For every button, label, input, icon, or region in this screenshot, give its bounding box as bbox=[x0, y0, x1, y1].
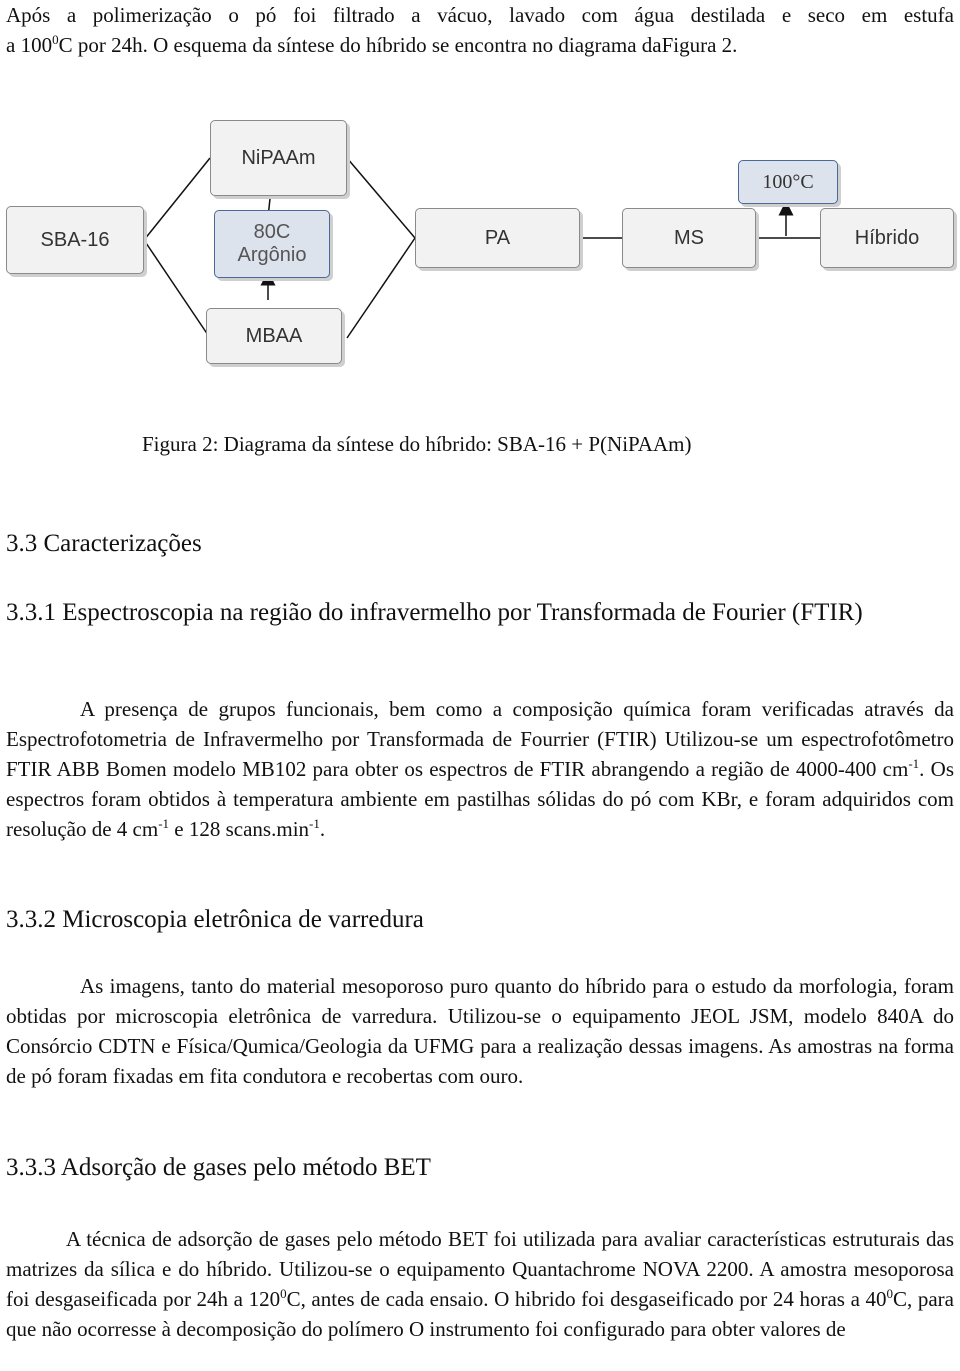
section-heading-3-3-2: 3.3.2 Microscopia eletrônica de varredura bbox=[6, 906, 424, 933]
intro-line-2: a $100^0C$ por 24h. O esquema da síntese do híbrido se encontra no diagrama daFigura 2. bbox=[6, 32, 738, 57]
pa-box: PA bbox=[415, 208, 580, 268]
sba16-box: SBA-16 bbox=[6, 206, 144, 274]
nipaam-box: NiPAAm bbox=[210, 120, 347, 196]
bet-paragraph: A técnica de adsorção de gases pelo método BET foi utilizada para avaliar características estruturais das matrizes da sílica e do híbrido. Utilizou-se o equipamento Quantachrome NOVA 2200. A amostra mesoporosa foi desgaseificada por 24h a $120^0C$, antes de cada ensaio. O hibrido foi desgaseificado por 24 horas a $40^0C$, para que não ocorresse à decomposição do polímero O instrumento foi configurado para obter valores de bbox=[6, 1227, 954, 1341]
ftir-paragraph: A presença de grupos funcionais, bem como a composição química foram verificadas através da Espectrofotometria de Infravermelho por Transformada de Fourrier (FTIR) Utilizou-se um espectrofotômetro FTIR ABB Bomen modelo MB102 para obter os espectros de FTIR abrangendo a região de 4000-400 $cm^{-1}$. Os espectros foram obtidos à temperatura ambiente em pastilhas sólidas do pó com KBr, e foram adquiridos com resolução de 4 $cm^{-1}$ e 128 $scans.\min^{-1}$. bbox=[6, 697, 954, 841]
intro-line-1: Após a polimerização o pó foi filtrado a vácuo, lavado com água destilada e seco em estufa bbox=[6, 3, 954, 27]
condition-atmosphere: Argônio bbox=[237, 244, 307, 266]
figure-caption: Figura 2: Diagrama da síntese do híbrido: SBA-16 + P(NiPAAm) bbox=[142, 432, 692, 456]
hibrido-box: Híbrido bbox=[820, 208, 954, 268]
ms-box: MS bbox=[622, 208, 756, 268]
mev-paragraph: As imagens, tanto do material mesoporoso puro quanto do híbrido para o estudo da morfologia, foram obtidas por microscopia eletrônica de varredura. Utilizou-se o equipamento JEOL JSM, modelo 840A do Consórcio CDTN e Física/Qumica/Geologia da UFMG para a realização dessas imagens. As amostras na forma de pó foram fixadas em fita condutora e recobertas com ouro. bbox=[6, 974, 954, 1088]
section-heading-3-3-3: 3.3.3 Adsorção de gases pelo método BET bbox=[6, 1154, 431, 1181]
condition-box bbox=[214, 210, 330, 278]
mbaa-box: MBAA bbox=[206, 308, 342, 364]
condition-temperature: 80C bbox=[253, 221, 291, 243]
section-heading-3-3: 3.3 Caracterizações bbox=[6, 530, 202, 557]
section-heading-3-3-1: 3.3.1 Espectroscopia na região do infravermelho por Transformada de Fourier (FTIR) bbox=[6, 599, 863, 626]
temperature-box: 100°C bbox=[738, 160, 838, 204]
